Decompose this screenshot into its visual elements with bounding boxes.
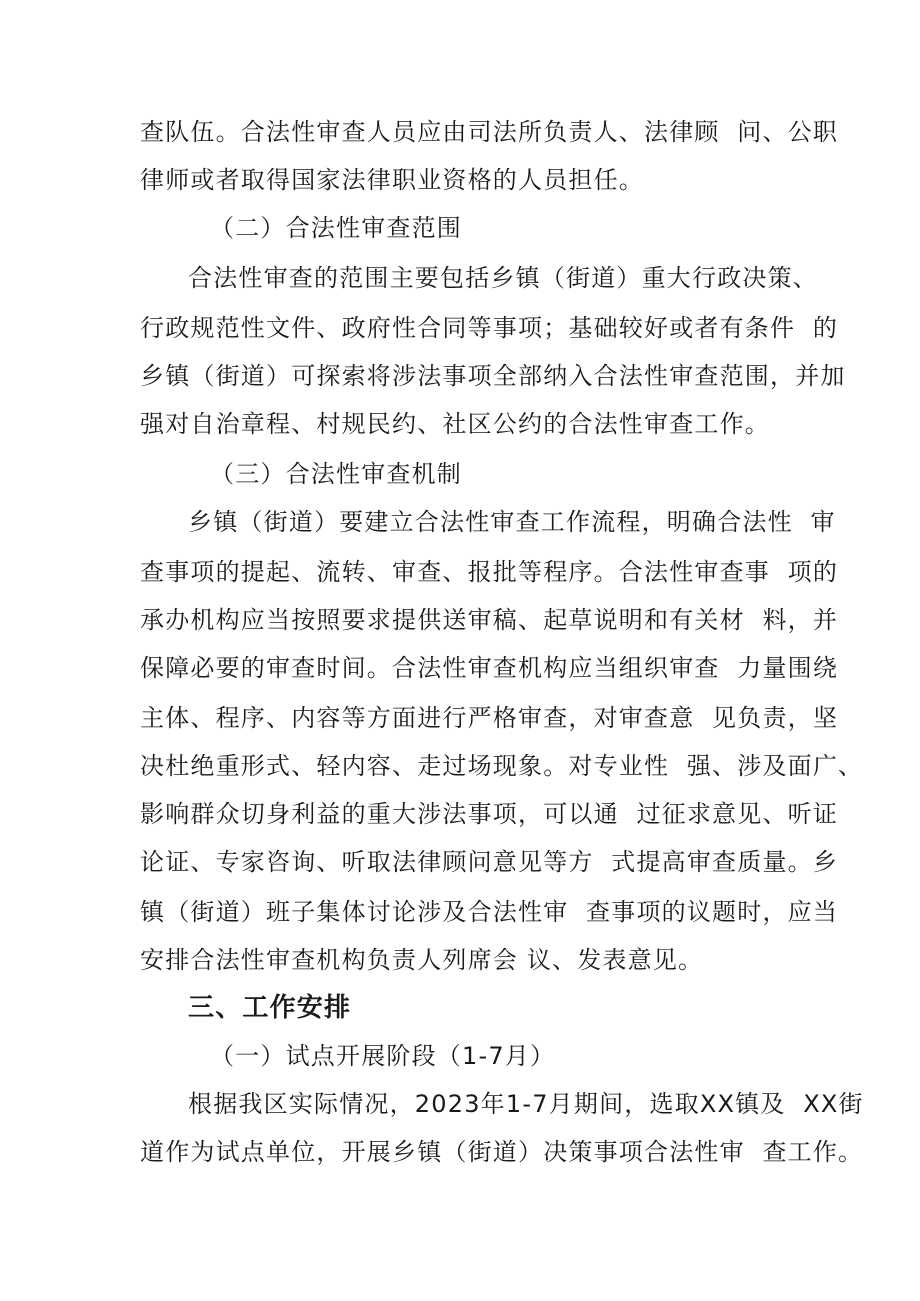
- subsection-heading: （三）合法性审查机制: [210, 460, 462, 488]
- body-text-line: 根据我区实际情况，2023年1-7月期间，选取XX镇及 XX街: [188, 1090, 864, 1118]
- body-text-line: 影响群众切身利益的重大涉法事项，可以通 过征求意见、听证: [140, 800, 839, 828]
- body-text-line: 查事项的提起、流转、审查、报批等程序。合法性审查事 项的: [140, 558, 839, 586]
- section-heading: 三、工作安排: [188, 993, 352, 1023]
- body-text-line: 乡镇（街道）要建立合法性审查工作流程，明确合法性 审: [188, 508, 836, 536]
- body-text-line: 乡镇（街道）可探索将涉法事项全部纳入合法性审查范围，并加: [140, 362, 846, 390]
- body-text-line: 强对自治章程、村规民约、社区公约的合法性审查工作。: [140, 410, 770, 438]
- body-text-line: 主体、程序、内容等方面进行严格审查，对审查意 见负责，坚: [140, 704, 839, 732]
- body-text-line: 镇（街道）班子集体讨论涉及合法性审 查事项的议题时，应当: [140, 898, 839, 926]
- body-text-line: 道作为试点单位，开展乡镇（街道）决策事项合法性审 查工作。: [140, 1138, 864, 1166]
- body-text-line: 安排合法性审查机构负责人列席会 议、发表意见。: [140, 946, 704, 974]
- body-text-line: 合法性审查的范围主要包括乡镇（街道）重大行政决策、: [188, 264, 818, 292]
- body-text-line: 承办机构应当按照要求提供送审稿、起草说明和有关材 料，并: [140, 606, 839, 634]
- body-text-line: 行政规范性文件、政府性合同等事项；基础较好或者有条件 的: [140, 314, 839, 342]
- body-text-line: 律师或者取得国家法律职业资格的人员担任。: [140, 166, 644, 194]
- subsection-heading: （一）试点开展阶段（1-7月）: [210, 1042, 556, 1070]
- subsection-heading: （二）合法性审查范围: [210, 214, 462, 242]
- body-text-line: 决杜绝重形式、轻内容、走过场现象。对专业性 强、涉及面广、: [140, 752, 864, 780]
- body-text-line: 论证、专家咨询、听取法律顾问意见等方 式提高审查质量。乡: [140, 848, 839, 876]
- body-text-line: 保障必要的审查时间。合法性审查机构应当组织审查 力量围绕: [140, 654, 839, 682]
- body-text-line: 查队伍。合法性审查人员应由司法所负责人、法律顾 问、公职: [140, 118, 839, 146]
